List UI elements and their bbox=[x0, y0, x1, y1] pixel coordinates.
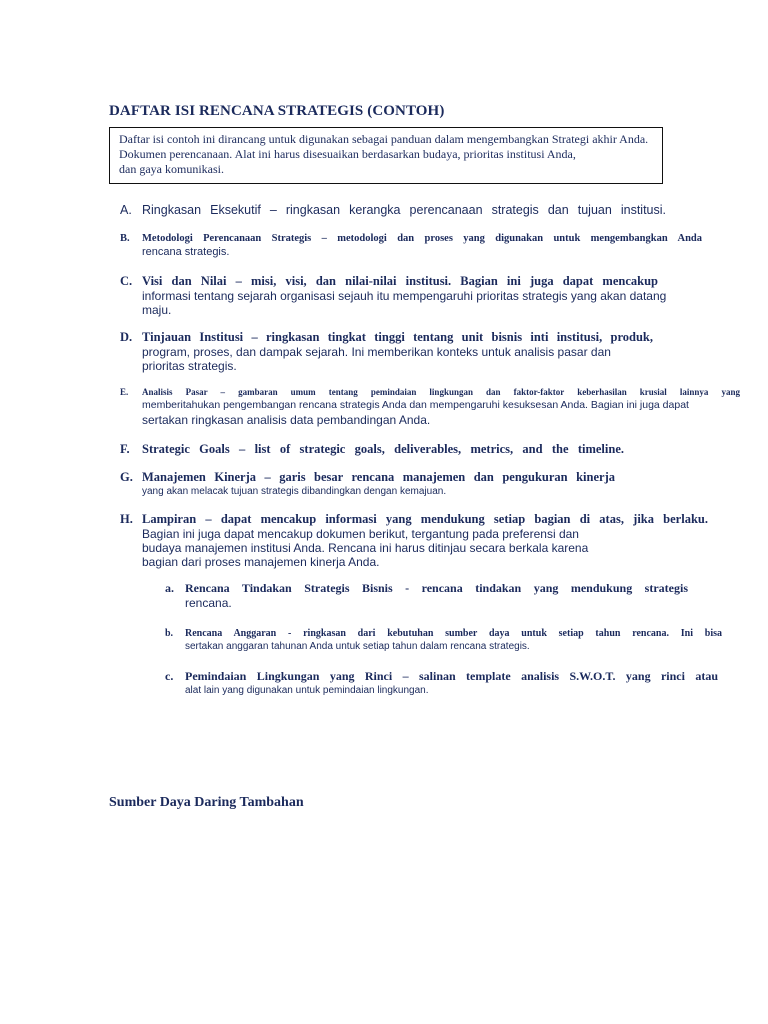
item-continuation: Bagian ini juga dapat mencakup dokumen berikut, tergantung pada preferensi dan bbox=[142, 527, 579, 541]
page-title: DAFTAR ISI RENCANA STRATEGIS (CONTOH) bbox=[109, 103, 445, 119]
toc-item-g bbox=[120, 470, 615, 498]
toc-subitem-b bbox=[165, 627, 722, 653]
subitem-continuation: sertakan anggaran tahunan Anda untuk setiap tahun dalam rencana strategis. bbox=[185, 641, 530, 652]
item-continuation: maju. bbox=[142, 303, 172, 317]
subitem-text: Rencana Anggaran - ringkasan dari kebutuhan sumber daya untuk setiap tahun rencana. Ini bisa bbox=[185, 628, 722, 639]
item-continuation: memberitahukan pengembangan rencana strategis Anda dan mempengaruhi kesuksesan Anda. Bagian ini juga dapat bbox=[142, 399, 689, 411]
item-continuation: yang akan melacak tujuan strategis dibandingkan dengan kemajuan. bbox=[142, 486, 447, 497]
intro-line: Dokumen perencanaan. Alat ini harus disesuaikan berdasarkan budaya, prioritas institusi Anda, bbox=[119, 147, 576, 161]
item-text: Tinjauan Institusi – ringkasan tingkat tinggi tentang unit bisnis inti institusi, produk, bbox=[142, 330, 653, 344]
item-continuation: prioritas strategis. bbox=[142, 359, 237, 373]
item-letter: C. bbox=[120, 274, 133, 288]
item-letter: F. bbox=[120, 442, 130, 456]
item-text: Visi dan Nilai – misi, visi, dan nilai-nilai institusi. Bagian ini juga dapat mencakup bbox=[142, 274, 658, 288]
item-text: Ringkasan Eksekutif – ringkasan kerangka perencanaan strategis dan tujuan institusi. bbox=[142, 203, 666, 217]
item-text: Lampiran – dapat mencakup informasi yang mendukung setiap bagian di atas, jika berlaku. bbox=[142, 512, 708, 526]
subitem-text: Pemindaian Lingkungan yang Rinci – salinan template analisis S.W.O.T. yang rinci atau bbox=[185, 669, 718, 683]
item-text: Analisis Pasar – gambaran umum tentang pemindaian lingkungan dan faktor-faktor keberhasilan krusial lainnya yang bbox=[142, 387, 740, 397]
toc-item-e bbox=[120, 386, 740, 427]
subitem-letter: b. bbox=[165, 628, 174, 639]
item-text: Manajemen Kinerja – garis besar rencana manajemen dan pengukuran kinerja bbox=[142, 470, 615, 484]
item-continuation: rencana strategis. bbox=[142, 246, 230, 258]
toc-item-a bbox=[120, 203, 666, 218]
item-continuation: informasi tentang sejarah organisasi sejauh itu mempengaruhi prioritas strategis yang akan datang bbox=[142, 289, 667, 303]
intro-line: dan gaya komunikasi. bbox=[119, 162, 224, 176]
item-continuation: sertakan ringkasan analisis data pembandingan Anda. bbox=[142, 413, 431, 427]
subitem-continuation: alat lain yang digunakan untuk pemindaian lingkungan. bbox=[185, 685, 429, 696]
intro-line: Daftar isi contoh ini dirancang untuk digunakan sebagai panduan dalam mengembangkan Strategi akhir Anda. bbox=[119, 132, 649, 146]
subitem-letter: a. bbox=[165, 581, 174, 595]
item-continuation: program, proses, dan dampak sejarah. Ini memberikan konteks untuk analisis pasar dan bbox=[142, 345, 611, 359]
toc-item-h bbox=[120, 512, 708, 569]
toc-item-c bbox=[120, 274, 667, 317]
item-text: Strategic Goals – list of strategic goals, deliverables, metrics, and the timeline. bbox=[142, 442, 624, 456]
subitem-continuation: rencana. bbox=[185, 596, 232, 610]
item-letter: H. bbox=[120, 512, 133, 526]
toc-item-b bbox=[120, 232, 702, 259]
item-continuation: bagian dari proses manajemen kinerja Anda. bbox=[142, 555, 380, 569]
item-letter: B. bbox=[120, 233, 130, 244]
toc-item-d bbox=[120, 330, 653, 373]
toc-item-f bbox=[120, 442, 624, 457]
section-heading: Sumber Daya Daring Tambahan bbox=[109, 795, 304, 810]
subitem-text: Rencana Tindakan Strategis Bisnis - rencana tindakan yang mendukung strategis bbox=[185, 581, 688, 595]
intro-box bbox=[109, 127, 663, 184]
item-text: Metodologi Perencanaan Strategis – metodologi dan proses yang digunakan untuk mengembangkan Anda bbox=[142, 233, 702, 244]
item-continuation: budaya manajemen institusi Anda. Rencana ini harus ditinjau secara berkala karena bbox=[142, 541, 589, 555]
toc-subitem-c bbox=[165, 669, 718, 697]
item-letter: D. bbox=[120, 330, 133, 344]
subitem-letter: c. bbox=[165, 669, 174, 683]
item-letter: G. bbox=[120, 470, 133, 484]
item-letter: A. bbox=[120, 203, 132, 217]
item-letter: E. bbox=[120, 387, 129, 397]
toc-subitem-a bbox=[165, 581, 688, 610]
